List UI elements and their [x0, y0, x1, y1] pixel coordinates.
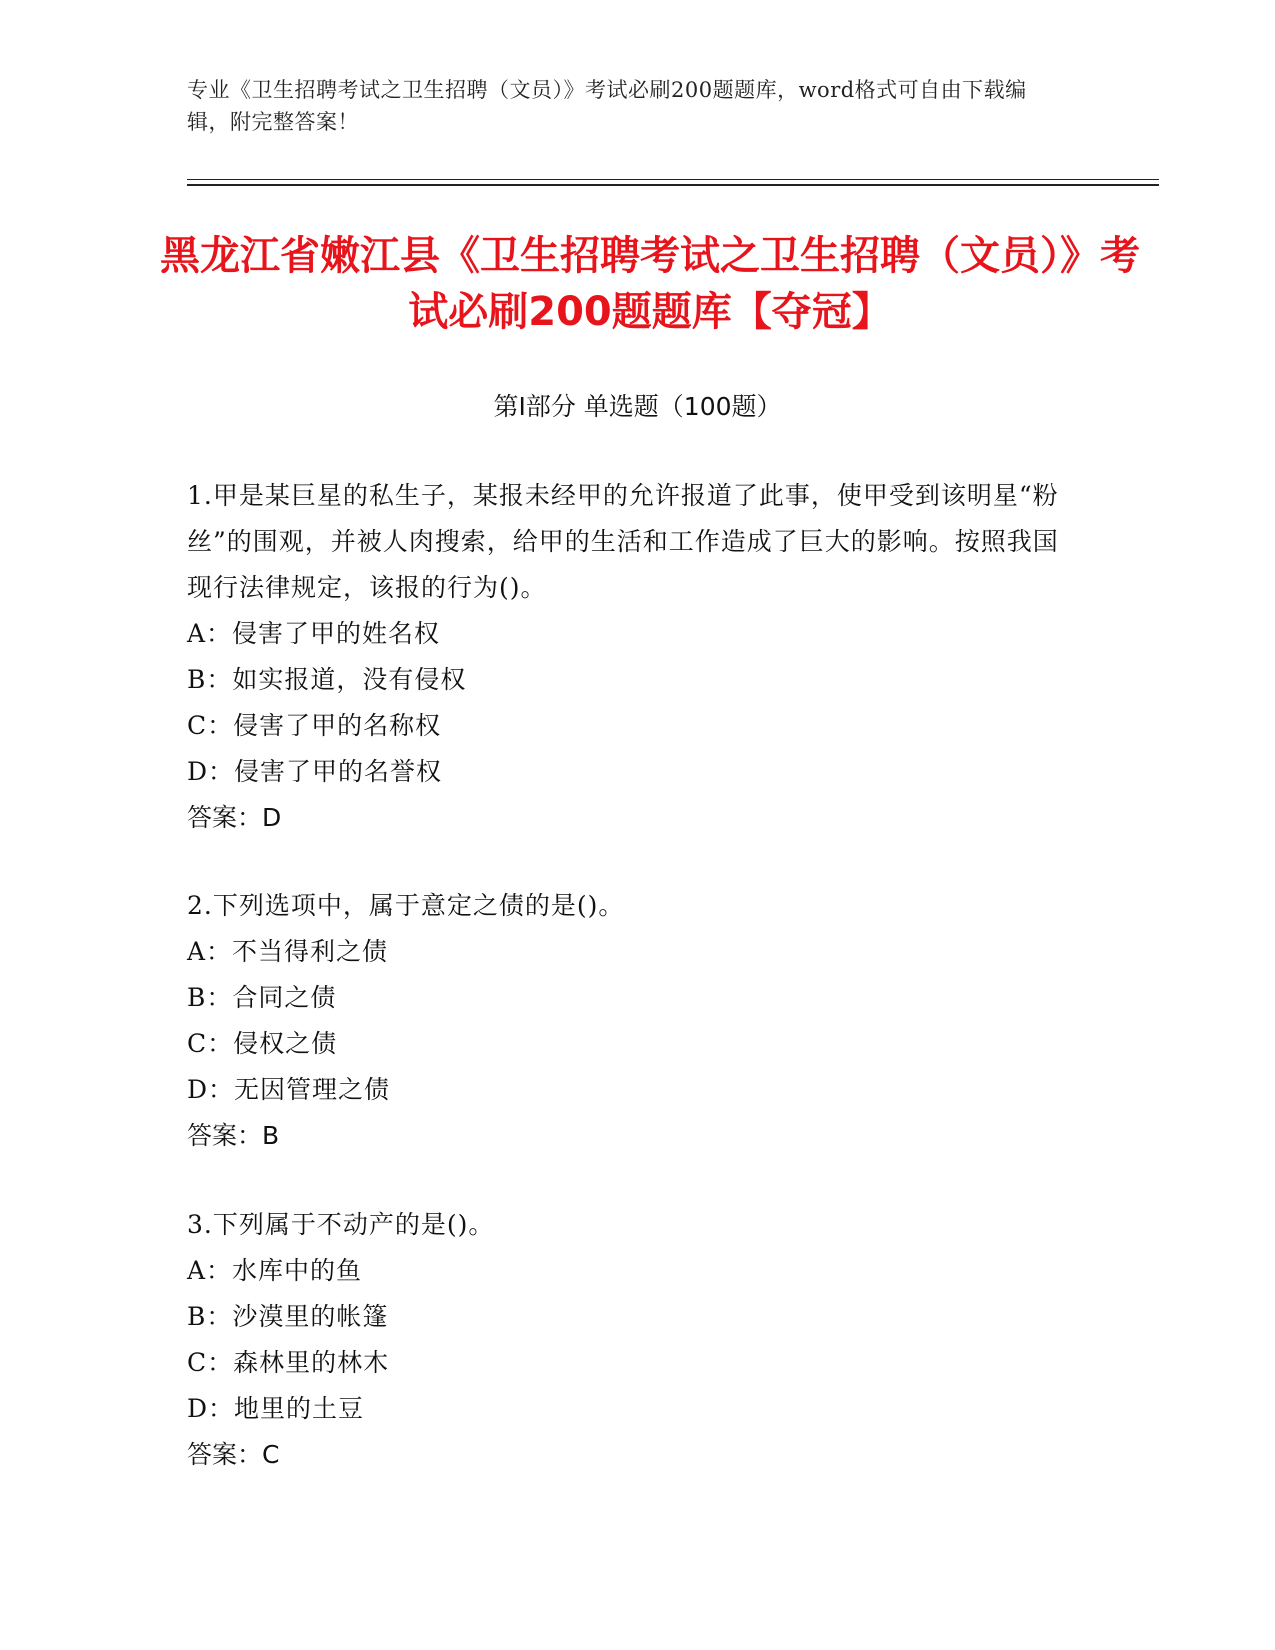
section-heading: 第Ⅰ部分 单选题（100题）	[493, 392, 782, 421]
header-divider-thick	[187, 184, 1159, 186]
question-block	[187, 1202, 1067, 1478]
option-b: B：如实报道，没有侵权	[187, 665, 467, 694]
option-a: A：水库中的鱼	[187, 1256, 363, 1285]
option-d: D：地里的土豆	[187, 1394, 365, 1423]
option-c: C：侵害了甲的名称权	[187, 711, 442, 740]
answer-line: 答案：D	[187, 803, 282, 832]
option-b: B：沙漠里的帐篷	[187, 1302, 389, 1331]
question-stem: 1.甲是某巨星的私生子，某报未经甲的允许报道了此事，使甲受到该明星“粉丝”的围观，并被人肉搜索，给甲的生活和工作造成了巨大的影响。按照我国现行法律规定，该报的行为()。	[187, 481, 1059, 602]
question-block	[187, 473, 1067, 841]
answer-line: 答案：C	[187, 1440, 280, 1469]
answer-line: 答案：B	[187, 1121, 280, 1150]
option-a: A：侵害了甲的姓名权	[187, 619, 441, 648]
option-a: A：不当得利之债	[187, 937, 389, 966]
header-note: 专业《卫生招聘考试之卫生招聘（文员）》考试必刷200题题库，word格式可自由下载编辑，附完整答案！	[187, 78, 1027, 134]
question-stem: 2.下列选项中，属于意定之债的是()。	[187, 891, 625, 920]
question-block	[187, 883, 1067, 1159]
document-title: 黑龙江省嫩江县《卫生招聘考试之卫生招聘（文员）》考试必刷200题题库【夺冠】	[160, 233, 1140, 335]
header-divider-thin	[187, 179, 1159, 180]
option-c: C：森林里的林木	[187, 1348, 390, 1377]
option-b: B：合同之债	[187, 983, 337, 1012]
option-d: D：无因管理之债	[187, 1075, 391, 1104]
option-d: D：侵害了甲的名誉权	[187, 757, 443, 786]
question-stem: 3.下列属于不动产的是()。	[187, 1210, 495, 1239]
option-c: C：侵权之债	[187, 1029, 338, 1058]
